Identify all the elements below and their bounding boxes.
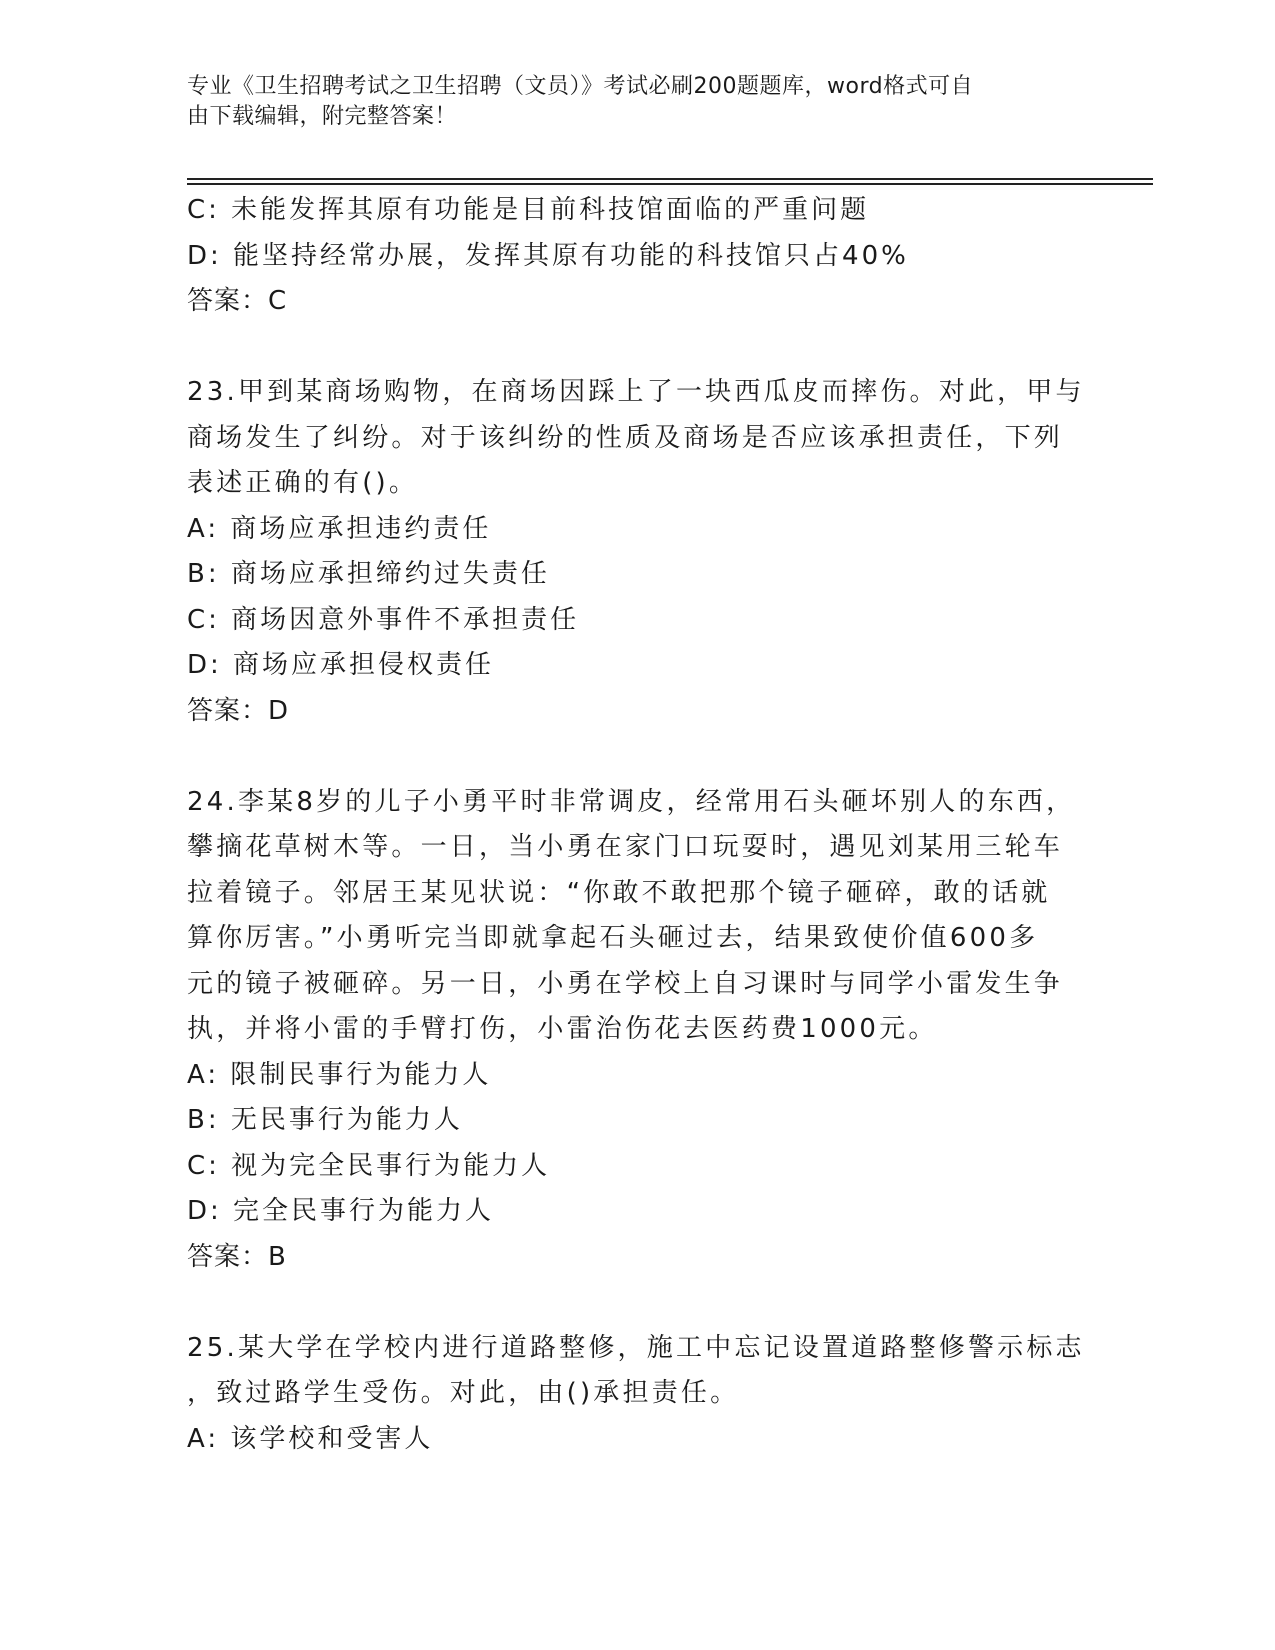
spacer: [187, 734, 1087, 780]
question-24: [187, 780, 1087, 1281]
header-divider-top: [187, 178, 1153, 180]
question-text: [187, 370, 1087, 507]
question-text-line: 元的镜子被砸碎。另一日，小勇在学校上自习课时与同学小雷发生争: [187, 968, 1064, 999]
document-body: [187, 188, 1087, 1462]
option-d: D: 完全民事行为能力人: [187, 1196, 495, 1226]
question-text-line: 24.李某8岁的儿子小勇平时非常调皮，经常用石头砸坏别人的东西，: [187, 786, 1076, 817]
header-line-2: 由下载编辑，附完整答案！: [187, 104, 458, 129]
question-text: [187, 1326, 1087, 1417]
header-line-1: 专业《卫生招聘考试之卫生招聘（文员）》考试必刷200题题库，word格式可自: [187, 74, 974, 99]
option-c: C: 视为完全民事行为能力人: [187, 1150, 551, 1181]
option-a: A: 商场应承担违约责任: [187, 513, 492, 544]
question-text-line: 拉着镜子。邻居王某见状说：“你敢不敢把那个镜子砸碎，敢的话就: [187, 877, 1051, 908]
option-d: D: 能坚持经常办展，发挥其原有功能的科技馆只占40%: [187, 240, 909, 271]
document-header: [187, 72, 1067, 132]
question-text-line: 23.甲到某商场购物，在商场因踩上了一块西瓜皮而摔伤。对此，甲与: [187, 377, 1085, 407]
spacer: [187, 325, 1087, 371]
question-text: [187, 780, 1087, 1053]
question-text-line: 商场发生了纠纷。对于该纠纷的性质及商场是否应该承担责任，下列: [187, 422, 1064, 453]
question-text-line: ，致过路学生受伤。对此，由()承担责任。: [187, 1378, 740, 1408]
option-b: B: 商场应承担缔约过失责任: [187, 559, 550, 589]
question-text-line: 表述正确的有()。: [187, 468, 419, 498]
spacer: [187, 1280, 1087, 1326]
question-text-line: 算你厉害。”小勇听完当即就拿起石头砸过去，结果致使价值600多: [187, 923, 1039, 953]
question-continuation: [187, 188, 1087, 325]
option-a: A: 该学校和受害人: [187, 1423, 434, 1454]
header-divider-bottom: [187, 183, 1153, 185]
question-text-line: 攀摘花草树木等。一日，当小勇在家门口玩耍时，遇见刘某用三轮车: [187, 832, 1064, 862]
answer-line: 答案：C: [187, 286, 288, 316]
question-23: [187, 370, 1087, 734]
question-text-line: 执，并将小雷的手臂打伤，小雷治伤花去医药费1000元。: [187, 1014, 938, 1044]
option-c: C: 未能发挥其原有功能是目前科技馆面临的严重问题: [187, 195, 870, 225]
question-25: [187, 1326, 1087, 1463]
option-b: B: 无民事行为能力人: [187, 1105, 463, 1135]
question-text-line: 25.某大学在学校内进行道路整修，施工中忘记设置道路整修警示标志: [187, 1332, 1085, 1363]
answer-line: 答案：D: [187, 695, 290, 726]
option-d: D: 商场应承担侵权责任: [187, 650, 495, 680]
answer-line: 答案：B: [187, 1241, 287, 1272]
option-c: C: 商场因意外事件不承担责任: [187, 604, 580, 635]
option-a: A: 限制民事行为能力人: [187, 1059, 492, 1090]
